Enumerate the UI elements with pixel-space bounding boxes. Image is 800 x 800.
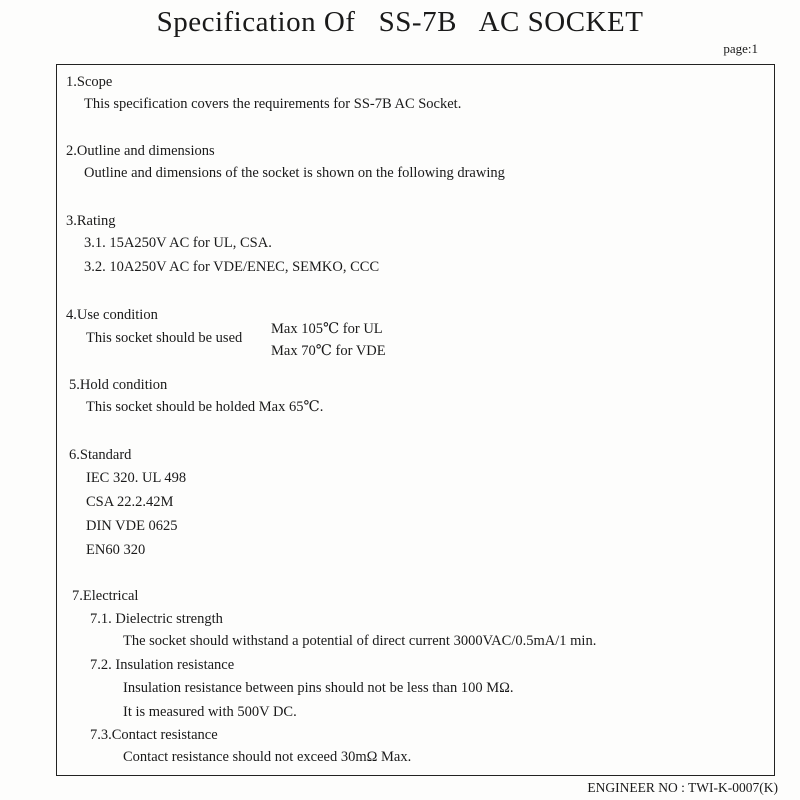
standard-heading: 6.Standard (69, 447, 132, 463)
rating-item: 3.2. 10A250V AC for VDE/ENEC, SEMKO, CCC (84, 259, 380, 275)
rating-heading: 3.Rating (66, 213, 116, 229)
engineer-number: ENGINEER NO : TWI-K-0007(K) (587, 780, 778, 795)
max-temp-vde: Max 70℃ for VDE (271, 343, 386, 359)
standard-item: EN60 320 (86, 542, 146, 558)
page-title: Specification Of SS-7B AC SOCKET (156, 6, 644, 38)
contact-heading: 7.3.Contact resistance (90, 727, 218, 743)
hold-condition-text: This socket should be holded Max 65℃. (86, 399, 324, 415)
standard-item: IEC 320. UL 498 (86, 470, 187, 486)
dielectric-heading: 7.1. Dielectric strength (90, 611, 223, 627)
contact-text: Contact resistance should not exceed 30mΩ Max. (123, 749, 412, 765)
electrical-heading: 7.Electrical (72, 588, 139, 604)
insulation-text-2: It is measured with 500V DC. (123, 704, 297, 720)
scope-text: This specification covers the requirements for SS-7B AC Socket. (84, 96, 462, 112)
outline-heading: 2.Outline and dimensions (66, 143, 215, 159)
standard-item: DIN VDE 0625 (86, 518, 178, 534)
hold-condition-heading: 5.Hold condition (69, 377, 168, 393)
dielectric-text: The socket should withstand a potential of direct current 3000VAC/0.5mA/1 min. (123, 633, 597, 649)
scope-heading: 1.Scope (66, 74, 113, 90)
use-condition-heading: 4.Use condition (66, 307, 158, 323)
page-number: page:1 (723, 41, 758, 56)
insulation-text-1: Insulation resistance between pins should not be less than 100 MΩ. (123, 680, 514, 696)
rating-item: 3.1. 15A250V AC for UL, CSA. (84, 235, 272, 251)
max-temp-ul: Max 105℃ for UL (271, 321, 383, 337)
outline-text: Outline and dimensions of the socket is shown on the following drawing (84, 165, 505, 181)
insulation-heading: 7.2. Insulation resistance (90, 657, 235, 673)
standard-item: CSA 22.2.42M (86, 494, 174, 510)
use-condition-text: This socket should be used (86, 330, 243, 346)
